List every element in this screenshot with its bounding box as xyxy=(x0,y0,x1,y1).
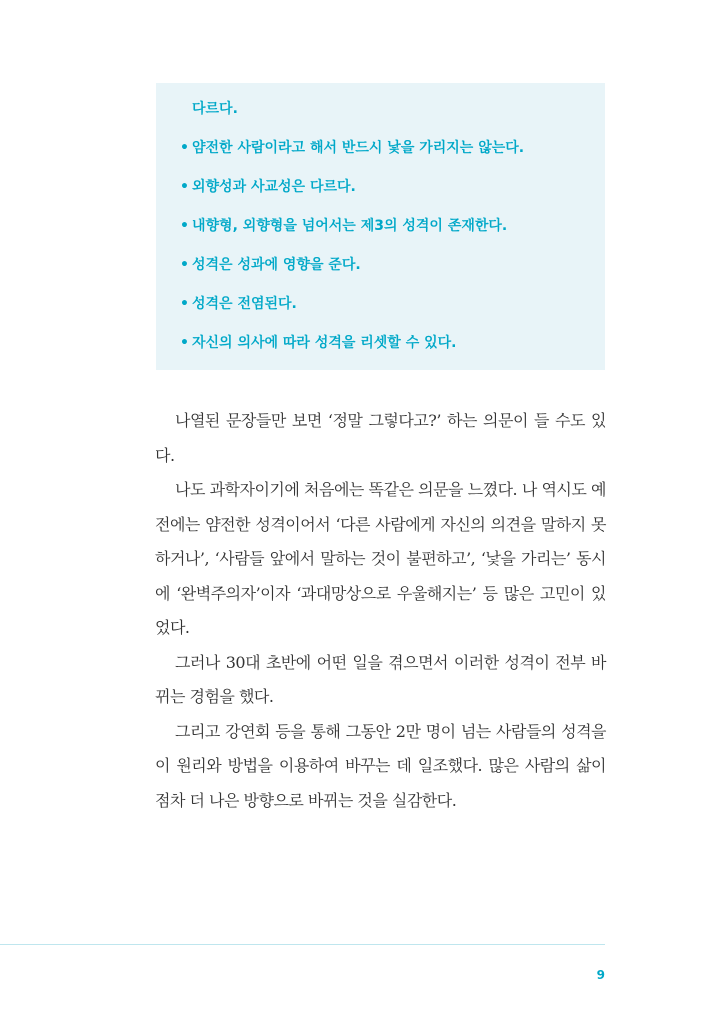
callout-bullet-text: 성격은 전염된다. xyxy=(192,296,297,312)
callout-bullet-text: 자신의 의사에 따라 성격을 리셋할 수 있다. xyxy=(192,335,457,351)
callout-lead-text: 다르다. xyxy=(192,101,238,117)
callout-bullet-item xyxy=(180,331,605,370)
footer-divider xyxy=(0,944,605,945)
callout-bullet-text: 외향성과 사교성은 다르다. xyxy=(192,179,356,195)
bullet-icon: • xyxy=(180,218,189,234)
bullet-icon: • xyxy=(180,140,189,156)
summary-callout-box xyxy=(156,83,605,370)
callout-bullet-list xyxy=(180,136,605,370)
callout-bullet-text: 얌전한 사람이라고 해서 반드시 낯을 가리지는 않는다. xyxy=(192,140,525,156)
body-paragraph: 나도 과학자이기에 처음에는 똑같은 의문을 느꼈다. 나 역시도 예전에는 얌전한 성격이어서 ‘다른 사람에게 자신의 의견을 말하지 못하거나’, ‘사람들 앞에서 말하는 것이 불편하고’, ‘낯을 가리는’ 동시에 ‘완벽주의자’이자 ‘과대망상으로 우울해지는’ 등 많은 고민이 있었다. xyxy=(155,480,606,637)
callout-bullet-item xyxy=(180,136,605,175)
bullet-icon: • xyxy=(180,296,189,312)
body-paragraph: 그리고 강연회 등을 통해 그동안 2만 명이 넘는 사람들의 성격을 이 원리와 방법을 이용하여 바꾸는 데 일조했다. 많은 사람의 삶이 점차 더 나은 방향으로 바뀌는 것을 실감한다. xyxy=(155,721,606,810)
body-paragraph: 나열된 문장들만 보면 ‘정말 그렇다고?’ 하는 의문이 들 수도 있다. xyxy=(155,411,606,465)
callout-bullet-item xyxy=(180,214,605,253)
callout-bullet-item xyxy=(180,253,605,292)
bullet-icon: • xyxy=(180,335,189,351)
page-number: 9 xyxy=(596,968,605,982)
callout-bullet-item xyxy=(180,292,605,331)
callout-bullet-text: 성격은 성과에 영향을 준다. xyxy=(192,257,361,273)
callout-bullet-text: 내향형, 외향형을 넘어서는 제3의 성격이 존재한다. xyxy=(192,218,508,234)
callout-bullet-item xyxy=(180,175,605,214)
body-text-block xyxy=(155,404,606,818)
bullet-icon: • xyxy=(180,257,189,273)
bullet-icon: • xyxy=(180,179,189,195)
body-paragraph: 그러나 30대 초반에 어떤 일을 겪으면서 이러한 성격이 전부 바뀌는 경험을 했다. xyxy=(155,652,606,706)
